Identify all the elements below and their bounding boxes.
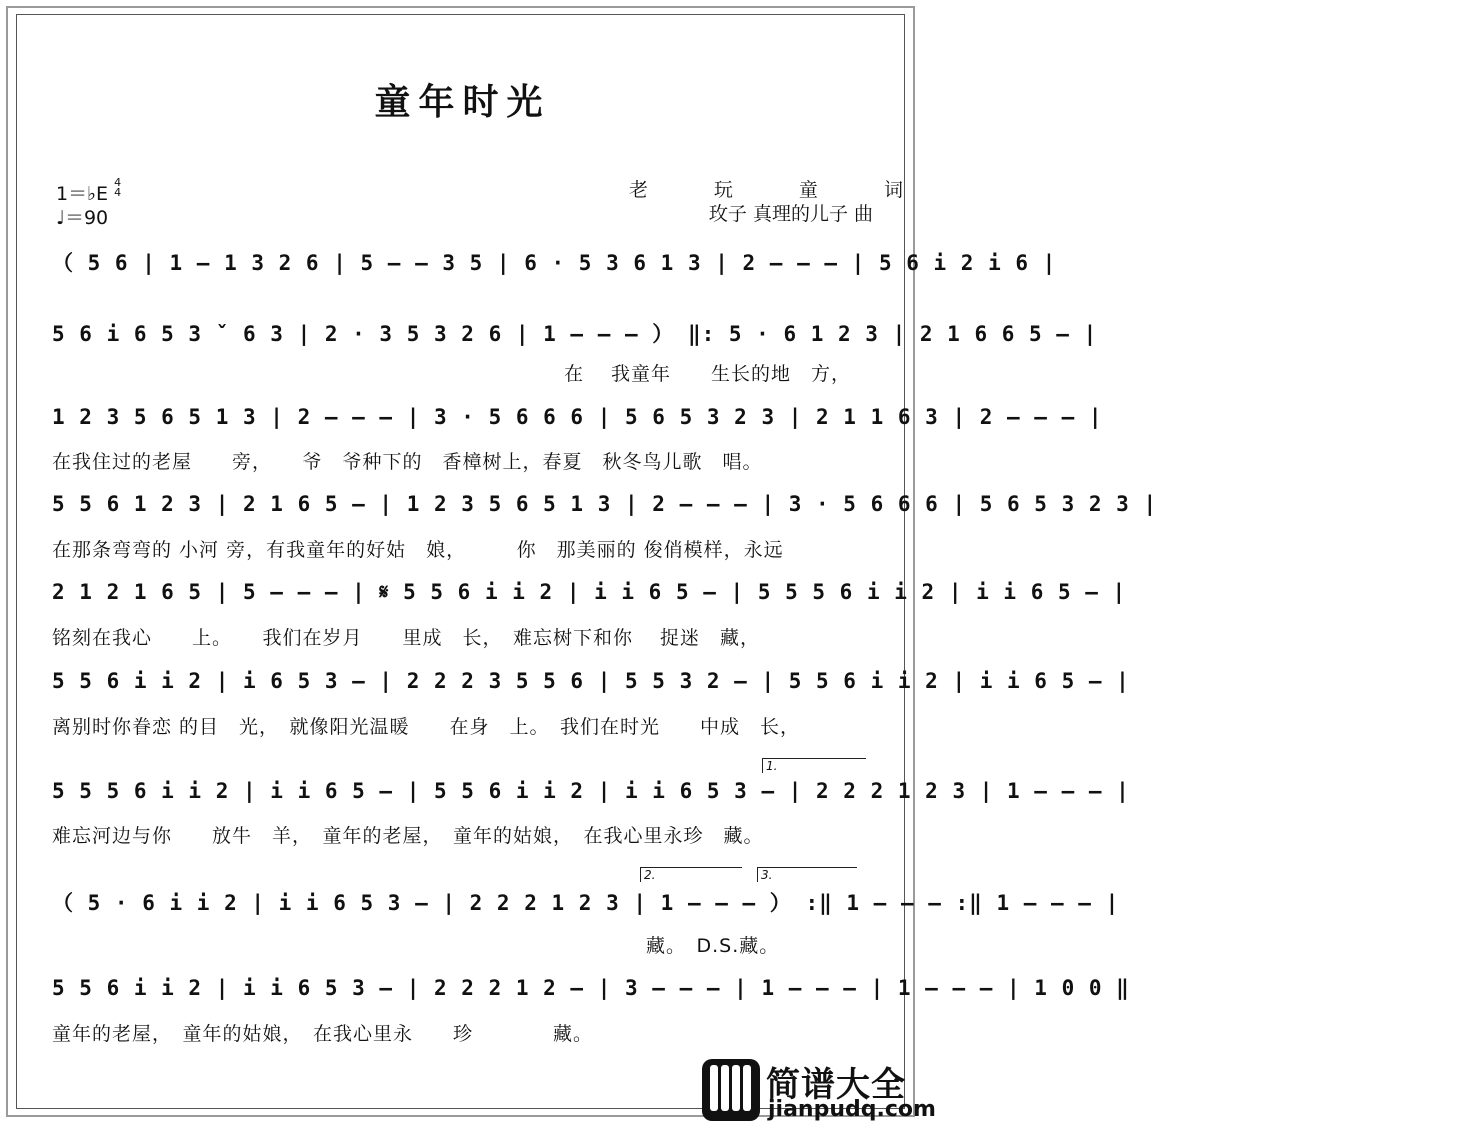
time-signature: 4 4 [114, 176, 122, 199]
notation-line: 5 5 6 i i 2 | i 6 5 3 — | 2 2 2 3 5 5 6 | 5 5 3 2 — | 5 5 6 i i 2 | i i 6 5 — | [52, 669, 1130, 693]
lyric-line: 在我住过的老屋 旁， 爷 爷种下的 香樟树上，春夏 秋冬鸟儿歌 唱。 [52, 451, 763, 473]
notation-line: 5 5 5 6 i i 2 | i i 6 5 — | 5 5 6 i i 2 | i i 6 5 3 — | 2 2 2 1 2 3 | 1 — — — | [52, 779, 1130, 803]
lyric-line: 铭刻在我心 上。 我们在岁月 里成 长， 难忘树下和你 捉迷 藏， [52, 627, 761, 649]
composer: 玫子 真理的儿子 曲 [708, 203, 873, 225]
notation-line: 5 5 6 1 2 3 | 2 1 6 5 — | 1 2 3 5 6 5 1 3 | 2 — — — | 3 · 5 6 6 6 | 5 6 5 3 2 3 | [52, 492, 1158, 516]
lyric-line: 在那条弯弯的 小河 旁，有我童年的好姑 娘， 你 那美丽的 俊俏模样，永远 [52, 539, 784, 561]
notation-line: 5 6 i 6 5 3 ˇ 6 3 | 2 · 3 5 3 2 6 | 1 — — — ） ‖: 5 · 6 1 2 3 | 2 1 6 6 5 — | [52, 322, 1098, 346]
volta-bracket-1: 1. [762, 758, 866, 773]
logo-name: 简谱大全 [766, 1065, 906, 1105]
key-label: 1＝♭E [56, 183, 109, 205]
notation-line: 5 5 6 i i 2 | i i 6 5 3 — | 2 2 2 1 2 — | 3 — — — | 1 — — — | 1 — — — | 1 0 0 ‖ [52, 976, 1130, 1000]
lyric-line: 难忘河边与你 放牛 羊， 童年的老屋， 童年的姑娘， 在我心里永珍 藏。 [52, 825, 764, 847]
piano-keys-icon [702, 1059, 760, 1121]
notation-line: 1 2 3 5 6 5 1 3 | 2 — — — | 3 · 5 6 6 6 | 5 6 5 3 2 3 | 2 1 1 6 3 | 2 — — — | [52, 405, 1103, 429]
lyricist: 老 玩 童 [628, 179, 848, 201]
song-title: 童年时光 [374, 81, 551, 123]
credits [628, 178, 903, 226]
notation-line: （ 5 6 | 1 — 1 3 2 6 | 5 — — 3 5 | 6 · 5 3 6 1 3 | 2 — — — | 5 6 i 2 i 6 | [52, 251, 1057, 275]
lyric-line: 藏。 D.S.藏。 [646, 935, 780, 957]
key-signature [56, 178, 121, 230]
tempo-mark: ♩＝90 [56, 207, 109, 229]
notation-line: （ 5 · 6 i i 2 | i i 6 5 3 — | 2 2 2 1 2 3 | 1 — — — ） :‖ 1 — — — :‖ 1 — — — | [52, 891, 1120, 915]
logo-url: jianpudq.com [768, 1097, 936, 1122]
site-logo[interactable] [700, 1057, 936, 1127]
lyric-line: 在 我童年 生长的地 方， [564, 363, 852, 385]
lyric-line: 童年的老屋， 童年的姑娘， 在我心里永 珍 藏。 [52, 1023, 594, 1045]
notation-line: 2 1 2 1 6 5 | 5 — — — | 𝄋 5 5 6 i i 2 | i i 6 5 — | 5 5 5 6 i i 2 | i i 6 5 — | [52, 580, 1127, 604]
lyricist-suffix: 词 [883, 179, 903, 201]
volta-bracket-2: 2. [640, 867, 742, 882]
volta-bracket-3: 3. [757, 867, 857, 882]
lyric-line: 离别时你眷恋 的目 光， 就像阳光温暖 在身 上。 我们在时光 中成 长， [52, 716, 801, 738]
